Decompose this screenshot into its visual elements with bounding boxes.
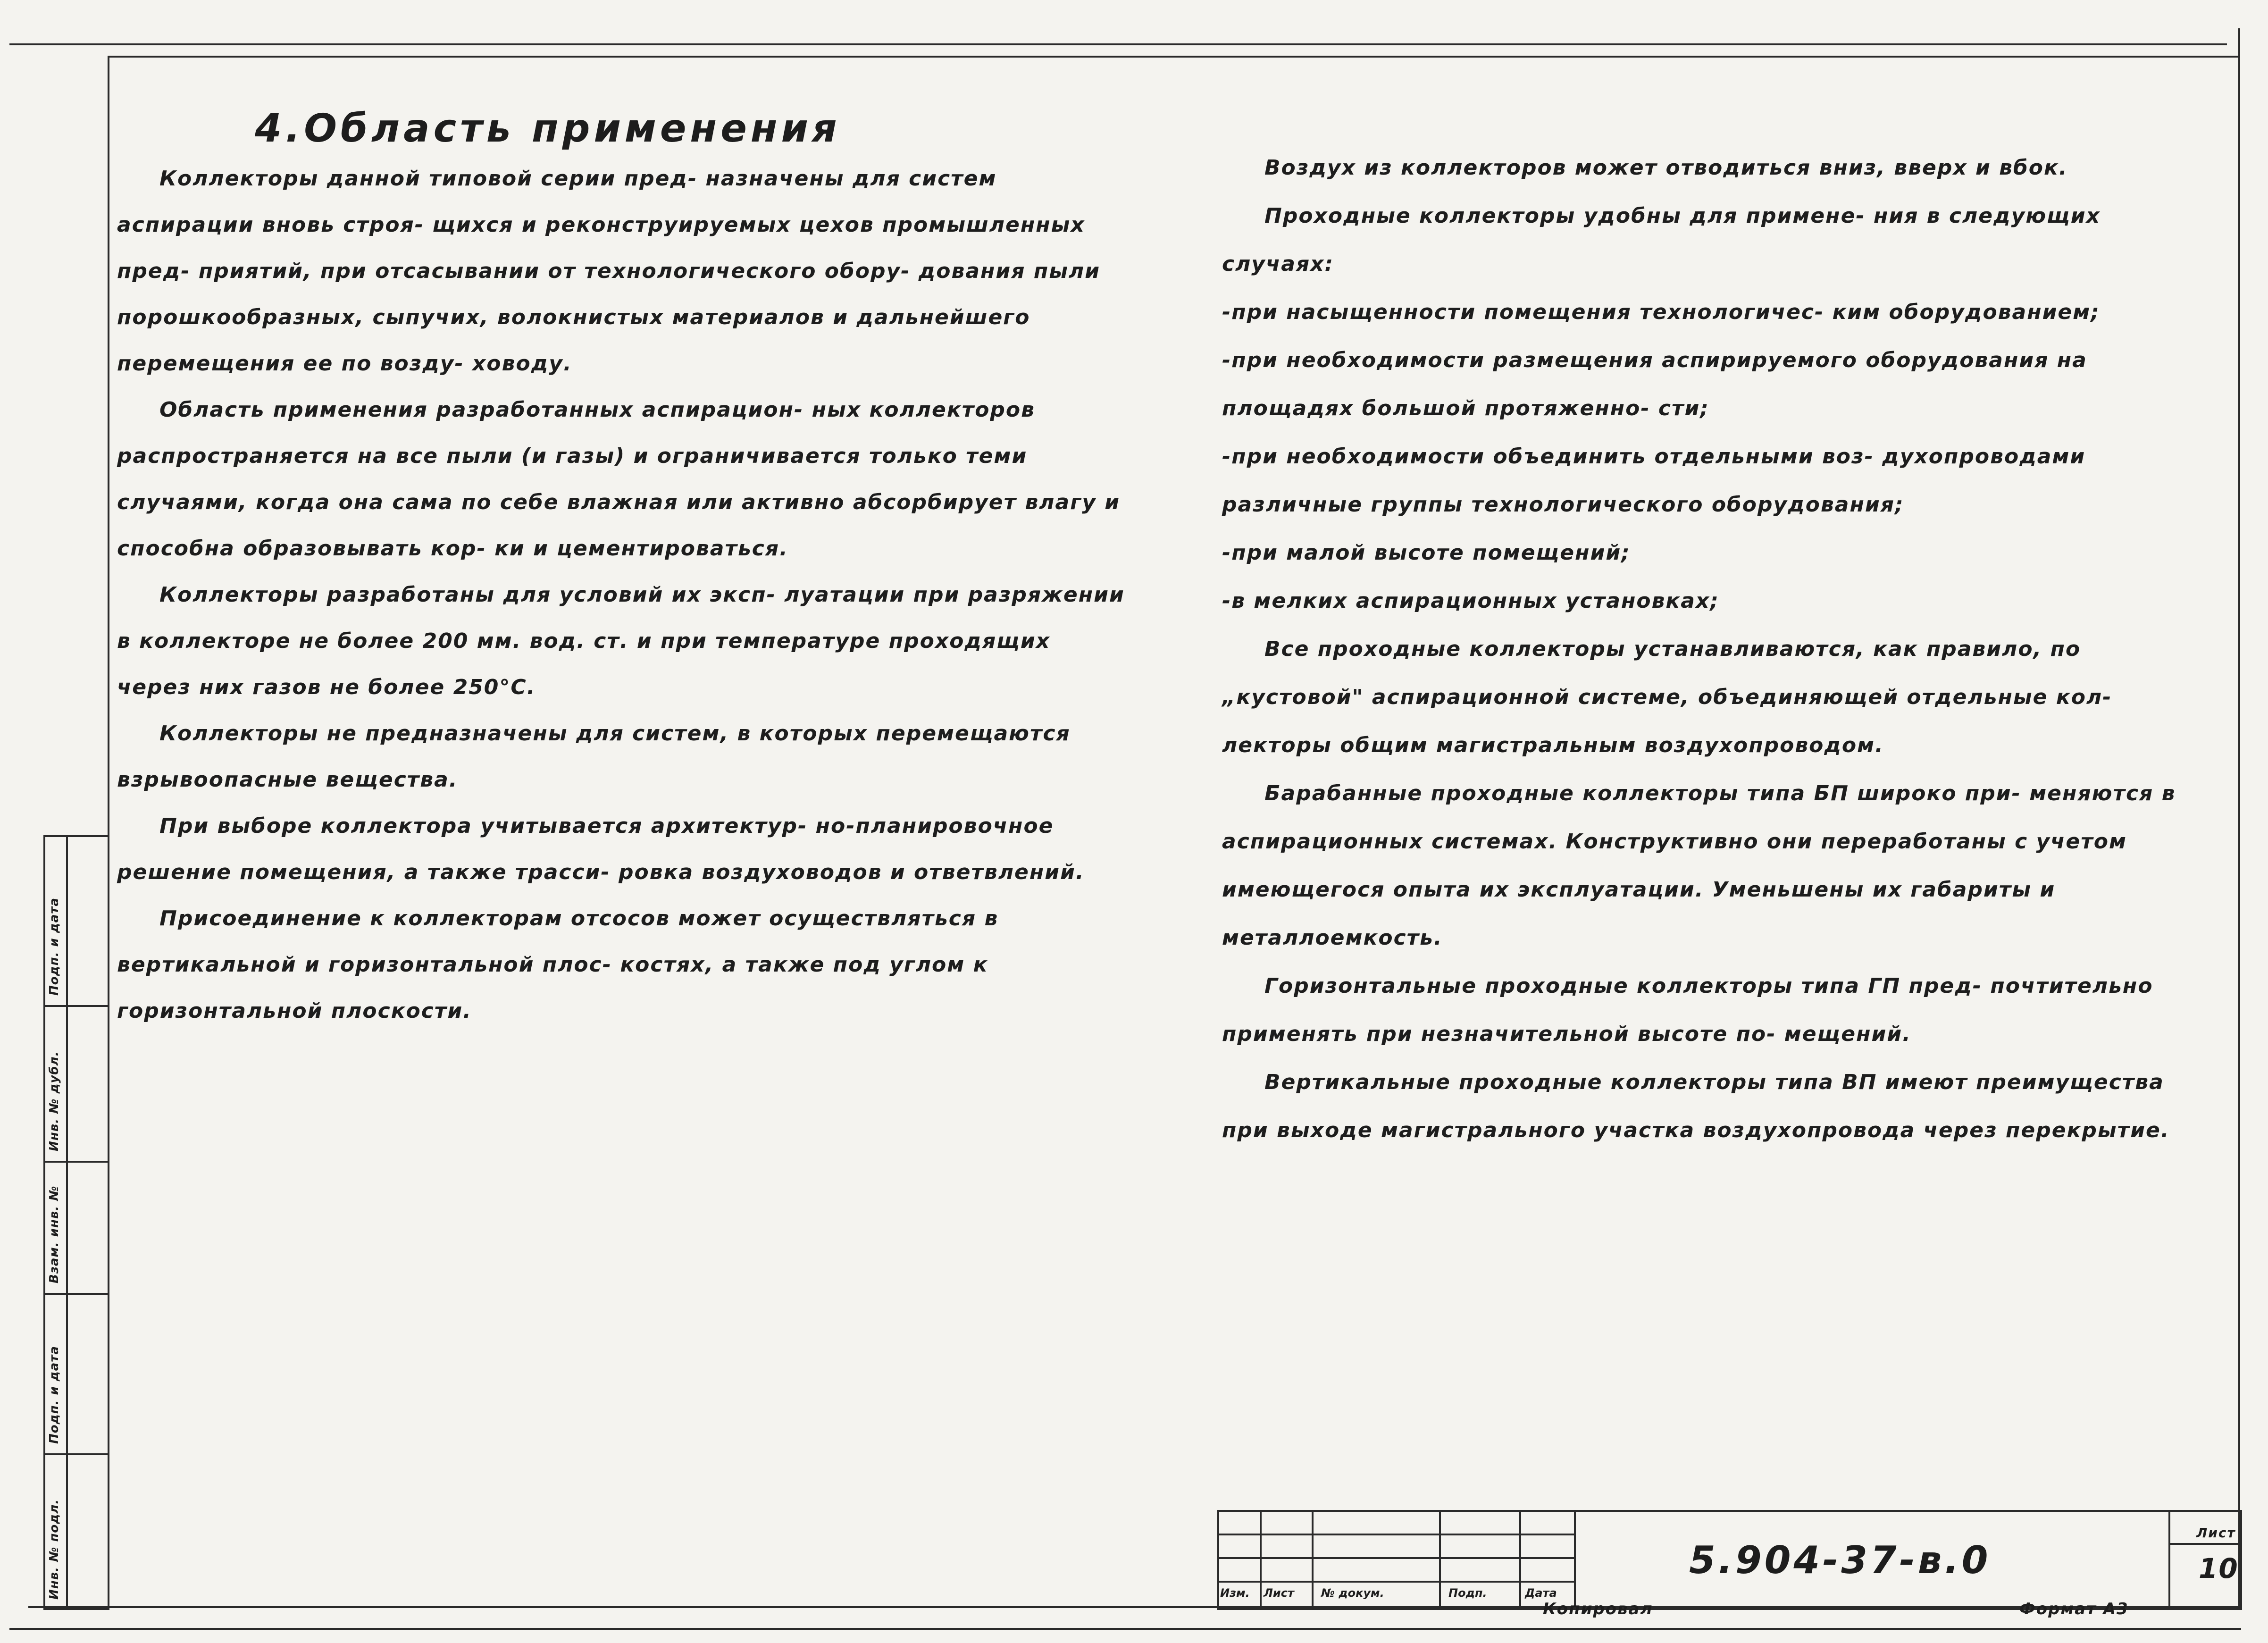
title-block-row-line (1217, 1557, 1576, 1559)
list-item: -при малой высоте помещений; (1222, 541, 1631, 565)
column-label-doc-number: № докум. (1321, 1586, 1384, 1600)
frame-right-line (2238, 28, 2240, 1609)
paragraph: Область применения разработанных аспирацион- ных коллекторов распространяется на все пыли (и газы) и ограничивается только теми случаями, когда она сама по себе влажная или активно абсорбирует влагу и способна образовывать кор- ки и цементироваться. (117, 398, 1121, 561)
sheet-number: 10 (2199, 1552, 2239, 1584)
paragraph: Воздух из коллекторов может отводиться вниз, вверх и вбок. (1264, 156, 2068, 180)
sheet-cell-divider (2168, 1543, 2239, 1545)
section-title: 4.Область применения (255, 106, 841, 151)
side-label-sign-date-1: Подп. и дата (47, 897, 61, 996)
column-label-sheet: Лист (1264, 1586, 1294, 1600)
column-label-date: Дата (1525, 1586, 1557, 1600)
side-stamp-divider (66, 835, 68, 1606)
paragraph: Присоединение к коллекторам отсосов может осуществляться в вертикальной и горизонтальной плос- костях, а также под углом к горизонтальной плоскости. (117, 906, 999, 1023)
frame-bottom-outer-line (9, 1628, 2241, 1630)
paragraph: Коллекторы данной типовой серии пред- назначены для систем аспирации вновь строя- щихся и реконструируемых цехов промышленных пред- приятий, при отсасывании от технологического обору- дования пыли порошкообразных, сыпучих, волокнистых материалов и дальнейшего перемещения ее по возду- ховоду. (117, 167, 1101, 376)
copied-by-label: Копировал (1543, 1600, 1653, 1618)
side-label-sign-date-2: Подп. и дата (47, 1346, 61, 1444)
format-label: Формат А3 (2019, 1600, 2129, 1618)
paragraph: Коллекторы не предназначены для систем, в которых перемещаются взрывоопасные вещества. (117, 721, 1071, 792)
side-stamp-row-line (43, 1005, 108, 1007)
paragraph: Барабанные проходные коллекторы типа БП широко при- меняются в аспирационных системах. Конструктивно они переработаны с учетом имеющегося опыта их эксплуатации. Уменьшены их габариты и металлоемкость. (1222, 781, 2176, 950)
title-block-col-line (1260, 1510, 1262, 1606)
sheet-label: Лист (2196, 1525, 2236, 1541)
list-item: -в мелких аспирационных установках; (1222, 589, 1719, 613)
column-label-signature: Подп. (1448, 1586, 1487, 1600)
list-item: -при насыщенности помещения технологичес- ким оборудованием; (1222, 300, 2100, 324)
left-column (117, 156, 1127, 1034)
title-block-col-line (2168, 1510, 2170, 1606)
side-stamp-row-line (43, 1293, 108, 1295)
paragraph: Горизонтальные проходные коллекторы типа ГП пред- почтительно применять при незначительной высоте по- мещений. (1222, 974, 2153, 1046)
list-item: -при необходимости объединить отдельными воз- духопроводами различные группы технологического оборудования; (1222, 444, 2086, 517)
side-label-dup-inv: Инв. № дубл. (47, 1051, 61, 1151)
paragraph: Вертикальные проходные коллекторы типа ВП имеют преимущества при выходе магистрального участка воздухопровода через перекрытие. (1222, 1070, 2170, 1142)
frame-inner-top-line (108, 56, 2240, 58)
title-block-col-line (1574, 1510, 1576, 1606)
title-block-col-line (1312, 1510, 1314, 1606)
paragraph: Проходные коллекторы удобны для примене- ния в следующих случаях: (1222, 204, 2101, 276)
side-label-replace-inv: Взам. инв. № (47, 1185, 61, 1283)
column-label-change: Изм. (1220, 1586, 1250, 1600)
paragraph: Все проходные коллекторы устанавливаются, как правило, по „кустовой" аспирационной системе, объединяющей отдельные кол- лекторы общим магистральным воздухопроводом. (1222, 637, 2112, 757)
title-block-col-line (1439, 1510, 1441, 1606)
side-stamp-row-line (43, 1453, 108, 1455)
document-number: 5.904-37-в.0 (1689, 1538, 1991, 1582)
title-block-col-line (1519, 1510, 1521, 1606)
title-block-row-line (1217, 1534, 1576, 1535)
frame-top-line (9, 43, 2227, 45)
paragraph: Коллекторы разработаны для условий их эксп- луатации при разряжении в коллекторе не более 200 мм. вод. ст. и при температуре проходящих через них газов не более 250°С. (117, 583, 1125, 699)
list-item: -при необходимости размещения аспирируемого оборудования на площадях большой протяженно- сти; (1222, 348, 2087, 420)
side-label-orig-inv: Инв. № подл. (47, 1499, 61, 1600)
title-block-row-line (1217, 1581, 1576, 1583)
right-column (1222, 144, 2218, 1155)
side-stamp-row-line (43, 1161, 108, 1163)
paragraph: При выборе коллектора учитывается архитектур- но-планировочное решение помещения, а также трасси- ровка воздуховодов и ответвлений. (117, 814, 1085, 884)
